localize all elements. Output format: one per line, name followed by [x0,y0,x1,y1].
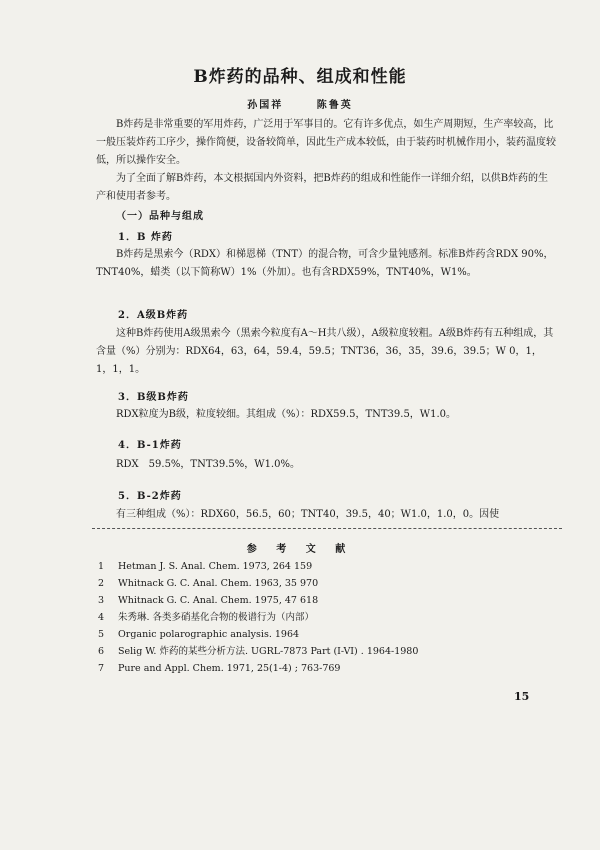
section-divider [92,528,562,529]
reference-item [98,592,518,609]
reference-text: Hetman J. S. Anal. Chem. 1973, 264 159 [118,561,313,572]
reference-item [98,575,518,592]
subsection-heading: 2．A级B炸药 [118,310,189,321]
reference-text: Organic polarographic analysis. 1964 [118,629,300,640]
reference-item [98,660,518,677]
reference-text: Pure and Appl. Chem. 1971, 25(1-4) ; 763-769 [118,663,341,674]
reference-item [98,626,518,643]
subsection-text: RDX 59.5%，TNT39.5%，W1.0%。 [116,459,300,470]
section-heading: （一）品种与组成 [116,211,204,222]
authors [0,96,600,111]
intro-paragraph: B炸药是非常重要的军用炸药，广泛用于军事目的。它有许多优点，如生产周期短，生产率较高，比一般压装炸药工序少，操作简便，设备较简单，因此生产成本较低，由于装药时机械作用小，装药温度较低，所以操作安全。 [96,119,556,166]
subsection-heading: 3．B级B炸药 [118,392,189,403]
subsection-heading: 5．B-2炸药 [118,491,182,502]
page-number: 15 [514,690,530,703]
subsection-heading: 4．B-1炸药 [118,440,182,451]
subsection-text: 有三种组成（%）：RDX60，56.5，60；TNT40，39.5，40；W1.0，1.0，0。因使 [116,509,500,520]
article-title: B炸药的品种、组成和性能 [193,67,407,87]
references-heading: 参 考 文 献 [246,544,354,555]
reference-number: 1 [98,561,105,572]
subsection-text: RDX粒度为B级，粒度较细。其组成（%）：RDX59.5，TNT39.5，W1.0。 [116,409,456,420]
reference-number: 3 [98,595,105,606]
reference-item [98,643,518,660]
subsection-text: 这种B炸药使用A级黑索今（黑索今粒度有A～H共八级），A级粒度较粗。A级B炸药有五种组成，其含量（%）分别为：RDX64，63，64，59.4，59.5；TNT36，36，35，39.6，39.5；W 0，1，1，1，1。 [96,328,554,375]
reference-text: Selig W. 炸药的某些分析方法. UGRL-7873 Part (I-VI) . 1964-1980 [118,646,419,657]
reference-item [98,558,518,575]
references-list [98,558,518,677]
reference-number: 7 [98,663,105,674]
subsection-heading: 1．B 炸药 [118,232,173,243]
reference-number: 6 [98,646,105,657]
reference-text: Whitnack G. C. Anal. Chem. 1975, 47 618 [118,595,319,606]
author-name: 陈鲁英 [316,100,353,111]
reference-text: Whitnack G. C. Anal. Chem. 1963, 35 970 [118,578,319,589]
reference-text: 朱秀琳. 各类多硝基化合物的极谱行为（内部） [118,612,315,623]
intro-paragraph: 为了全面了解B炸药，本文根据国内外资料，把B炸药的组成和性能作一详细介绍，以供B炸药的生产和使用者参考。 [96,173,549,202]
reference-number: 5 [98,629,105,640]
author-name: 孙国祥 [247,100,284,111]
subsection-text: B炸药是黑索今（RDX）和梯恩梯（TNT）的混合物，可含少量钝感剂。标准B炸药含RDX 90%，TNT40%，蜡类（以下简称W）1%（外加）。也有含RDX59%，TNT40%，W1%。 [96,249,554,278]
reference-number: 2 [98,578,105,589]
reference-number: 4 [98,612,105,623]
reference-item [98,609,518,626]
